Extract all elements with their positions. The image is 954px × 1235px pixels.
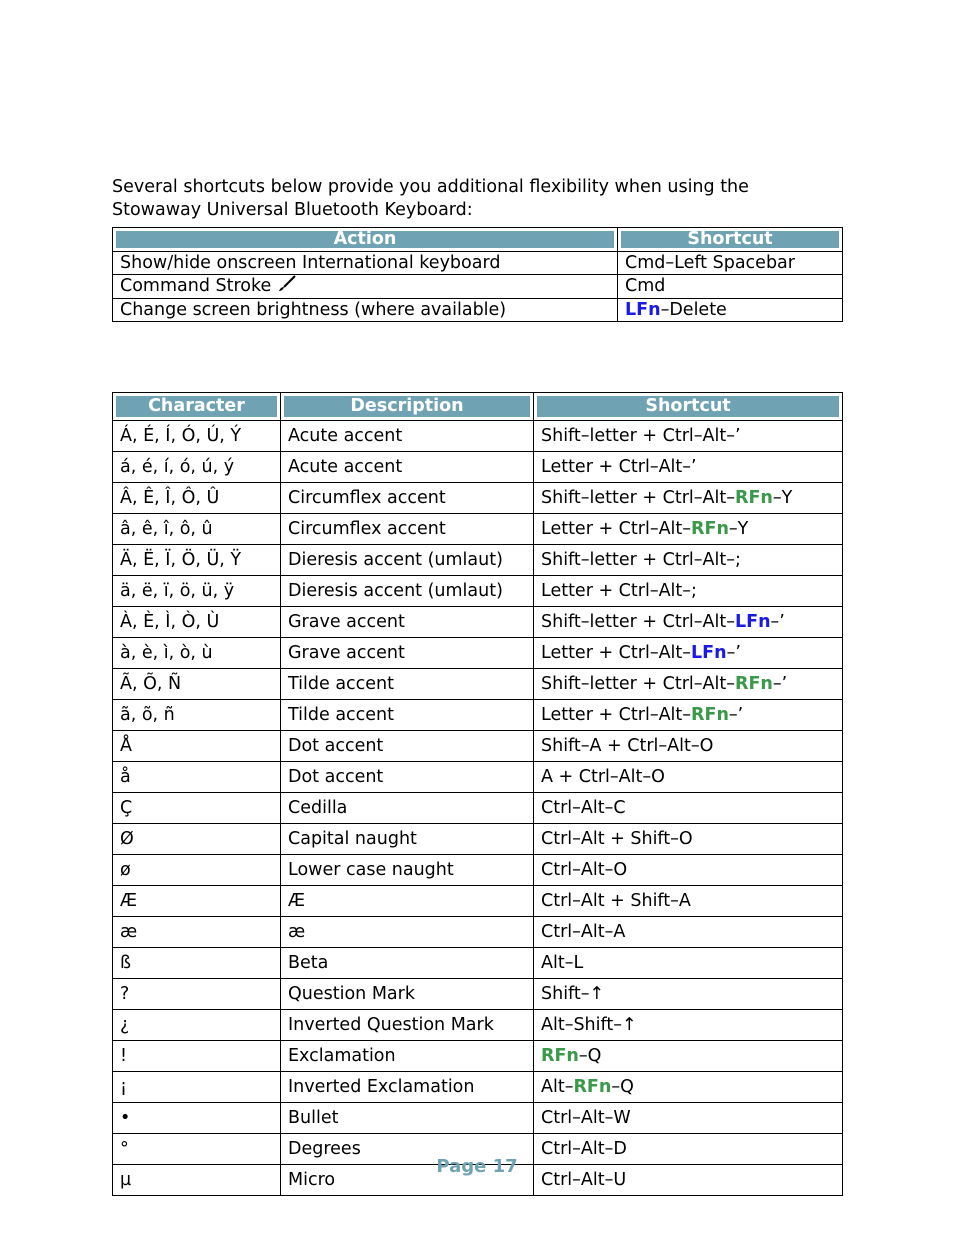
table-row — [113, 545, 843, 576]
action-cell: Change screen brightness (where available) — [113, 298, 618, 322]
table-header-row — [113, 228, 843, 252]
shortcut-tail: –Q — [578, 1046, 602, 1066]
table-row — [113, 483, 843, 514]
lfn-key: LFn — [734, 612, 771, 632]
table-row — [113, 1010, 843, 1041]
shortcut-cell — [534, 855, 843, 886]
shortcut-text: Shift–letter + Ctrl–Alt–’ — [541, 426, 741, 446]
shortcut-text: Ctrl–Alt + Shift–O — [541, 829, 693, 849]
description-cell: Circumflex accent — [281, 514, 534, 545]
shortcut-text: Shift–letter + Ctrl–Alt–; — [541, 550, 741, 570]
shortcut-cell — [534, 793, 843, 824]
shortcut-text: Shift–letter + Ctrl–Alt– — [541, 612, 735, 632]
shortcut-cell: Cmd–Left Spacebar — [618, 251, 843, 275]
character-cell: • — [113, 1103, 281, 1134]
description-cell: Beta — [281, 948, 534, 979]
shortcut-text: Shift–↑ — [541, 984, 605, 1004]
character-cell: Á, É, Í, Ó, Ú, Ý — [113, 421, 281, 452]
rfn-key: RFn — [541, 1046, 579, 1066]
character-cell: µ — [113, 1165, 281, 1196]
character-cell: ø — [113, 855, 281, 886]
description-cell: Dot accent — [281, 731, 534, 762]
table-row — [113, 979, 843, 1010]
character-cell: à, è, ì, ò, ù — [113, 638, 281, 669]
shortcut-cell — [534, 700, 843, 731]
actions-table — [112, 227, 843, 322]
table-header-row — [113, 393, 843, 421]
shortcut-cell: Cmd — [618, 275, 843, 299]
shortcut-text: Ctrl–Alt–W — [541, 1108, 631, 1128]
description-cell: Degrees — [281, 1134, 534, 1165]
shortcut-cell — [534, 1072, 843, 1103]
character-cell: ¿ — [113, 1010, 281, 1041]
table-row — [113, 1072, 843, 1103]
table-row — [113, 576, 843, 607]
shortcut-cell — [534, 638, 843, 669]
shortcut-cell — [534, 917, 843, 948]
shortcut-text: Ctrl–Alt + Shift–A — [541, 891, 691, 911]
header-description: Description — [281, 393, 534, 421]
description-cell: Grave accent — [281, 607, 534, 638]
table-row — [113, 731, 843, 762]
character-cell: ! — [113, 1041, 281, 1072]
page-number: Page 17 — [436, 1156, 518, 1177]
shortcut-cell — [534, 421, 843, 452]
shortcut-cell — [534, 1103, 843, 1134]
character-cell: Æ — [113, 886, 281, 917]
shortcut-cell — [534, 452, 843, 483]
action-cell — [113, 275, 618, 299]
shortcut-text: Alt–L — [541, 953, 584, 973]
table-row — [113, 1041, 843, 1072]
header-shortcut: Shortcut — [618, 228, 843, 252]
table-row — [113, 298, 843, 322]
description-cell: Circumflex accent — [281, 483, 534, 514]
shortcut-tail: –Y — [728, 519, 749, 539]
shortcut-text: Ctrl–Alt–O — [541, 860, 628, 880]
header-shortcut: Shortcut — [534, 393, 843, 421]
shortcut-cell — [534, 886, 843, 917]
shortcut-tail: –’ — [726, 643, 741, 663]
shortcut-cell — [534, 1041, 843, 1072]
description-cell: Micro — [281, 1165, 534, 1196]
table-row — [113, 824, 843, 855]
shortcut-cell — [534, 731, 843, 762]
character-cell: á, é, í, ó, ú, ý — [113, 452, 281, 483]
description-cell: Tilde accent — [281, 669, 534, 700]
character-cell: â, ê, î, ô, û — [113, 514, 281, 545]
character-cell: ä, ë, ï, ö, ü, ÿ — [113, 576, 281, 607]
table-row — [113, 762, 843, 793]
shortcut-text: Letter + Ctrl–Alt–; — [541, 581, 697, 601]
table-row — [113, 275, 843, 299]
rfn-key: RFn — [734, 488, 773, 508]
character-cell: ¡ — [113, 1072, 281, 1103]
lfn-key: LFn — [625, 299, 661, 320]
description-cell: Acute accent — [281, 452, 534, 483]
shortcut-text: Letter + Ctrl–Alt– — [541, 519, 692, 539]
table-row — [113, 700, 843, 731]
character-cell: å — [113, 762, 281, 793]
character-cell: Ã, Õ, Ñ — [113, 669, 281, 700]
shortcut-text: Letter + Ctrl–Alt– — [541, 705, 692, 725]
shortcut-cell — [534, 669, 843, 700]
character-cell: Â, Ê, Î, Ô, Û — [113, 483, 281, 514]
shortcut-tail: –’ — [728, 705, 744, 725]
shortcut-cell — [534, 762, 843, 793]
rfn-key: RFn — [573, 1077, 612, 1097]
shortcut-rest: –Delete — [660, 299, 727, 320]
description-cell: Grave accent — [281, 638, 534, 669]
description-cell: Dieresis accent (umlaut) — [281, 545, 534, 576]
character-cell: Ä, Ë, Ï, Ö, Ü, Ÿ — [113, 545, 281, 576]
shortcut-text: Letter + Ctrl–Alt–’ — [541, 457, 697, 477]
action-cell: Show/hide onscreen International keyboard — [113, 251, 618, 275]
characters-table — [112, 392, 843, 1196]
table-row — [113, 452, 843, 483]
table-row — [113, 855, 843, 886]
character-cell: ã, õ, ñ — [113, 700, 281, 731]
shortcut-text: Shift–letter + Ctrl–Alt– — [541, 488, 735, 508]
check-stroke-icon — [277, 275, 297, 293]
shortcut-tail: –Q — [611, 1077, 634, 1097]
description-cell: Capital naught — [281, 824, 534, 855]
shortcut-tail: –Y — [772, 488, 793, 508]
table-row — [113, 793, 843, 824]
character-cell: À, È, Ì, Ò, Ù — [113, 607, 281, 638]
table-row — [113, 1103, 843, 1134]
table-row — [113, 886, 843, 917]
rfn-key: RFn — [691, 519, 729, 539]
shortcut-cell — [534, 514, 843, 545]
description-cell: Tilde accent — [281, 700, 534, 731]
shortcut-cell — [534, 483, 843, 514]
shortcut-text: A + Ctrl–Alt–O — [541, 767, 665, 787]
shortcut-text: Shift–A + Ctrl–Alt–O — [541, 736, 714, 756]
description-cell: Dieresis accent (umlaut) — [281, 576, 534, 607]
description-cell: Cedilla — [281, 793, 534, 824]
shortcut-text: Alt–Shift–↑ — [541, 1015, 637, 1035]
shortcut-cell — [534, 607, 843, 638]
description-cell: Lower case naught — [281, 855, 534, 886]
shortcut-text: Shift–letter + Ctrl–Alt– — [541, 674, 735, 694]
shortcut-cell — [534, 576, 843, 607]
description-cell: æ — [281, 917, 534, 948]
rfn-key: RFn — [734, 674, 773, 694]
description-cell: Dot accent — [281, 762, 534, 793]
shortcut-cell — [618, 298, 843, 322]
table-row — [113, 638, 843, 669]
table-row — [113, 917, 843, 948]
shortcut-text: Ctrl–Alt–C — [541, 798, 626, 818]
character-cell: ° — [113, 1134, 281, 1165]
header-action: Action — [113, 228, 618, 252]
shortcut-tail: –’ — [772, 674, 788, 694]
intro-paragraph: Several shortcuts below provide you additional flexibility when using the Stowaway Universal Bluetooth Keyboard: — [112, 176, 749, 220]
table-row — [113, 514, 843, 545]
character-cell: Ø — [113, 824, 281, 855]
shortcut-cell — [534, 824, 843, 855]
description-cell: Bullet — [281, 1103, 534, 1134]
character-cell: ß — [113, 948, 281, 979]
description-cell: Æ — [281, 886, 534, 917]
shortcut-text: Alt– — [541, 1077, 574, 1097]
table-row — [113, 948, 843, 979]
shortcut-cell — [534, 1010, 843, 1041]
description-cell: Acute accent — [281, 421, 534, 452]
character-cell: ? — [113, 979, 281, 1010]
table-row — [113, 669, 843, 700]
character-cell: æ — [113, 917, 281, 948]
rfn-key: RFn — [691, 705, 729, 725]
description-cell: Inverted Exclamation — [281, 1072, 534, 1103]
table-row — [113, 421, 843, 452]
shortcut-text: Ctrl–Alt–A — [541, 922, 626, 942]
character-cell: Ç — [113, 793, 281, 824]
character-cell: Å — [113, 731, 281, 762]
shortcut-text: Ctrl–Alt–U — [541, 1170, 627, 1190]
shortcut-text: Letter + Ctrl–Alt– — [541, 643, 692, 663]
table-row — [113, 251, 843, 275]
action-label: Command Stroke — [120, 276, 272, 296]
shortcut-cell — [534, 979, 843, 1010]
shortcut-text: Ctrl–Alt–D — [541, 1139, 627, 1159]
shortcut-cell — [534, 545, 843, 576]
table-row — [113, 607, 843, 638]
shortcut-cell — [534, 948, 843, 979]
lfn-key: LFn — [691, 643, 727, 663]
description-cell: Exclamation — [281, 1041, 534, 1072]
description-cell: Question Mark — [281, 979, 534, 1010]
shortcut-tail: –’ — [770, 612, 785, 632]
header-character: Character — [113, 393, 281, 421]
description-cell: Inverted Question Mark — [281, 1010, 534, 1041]
